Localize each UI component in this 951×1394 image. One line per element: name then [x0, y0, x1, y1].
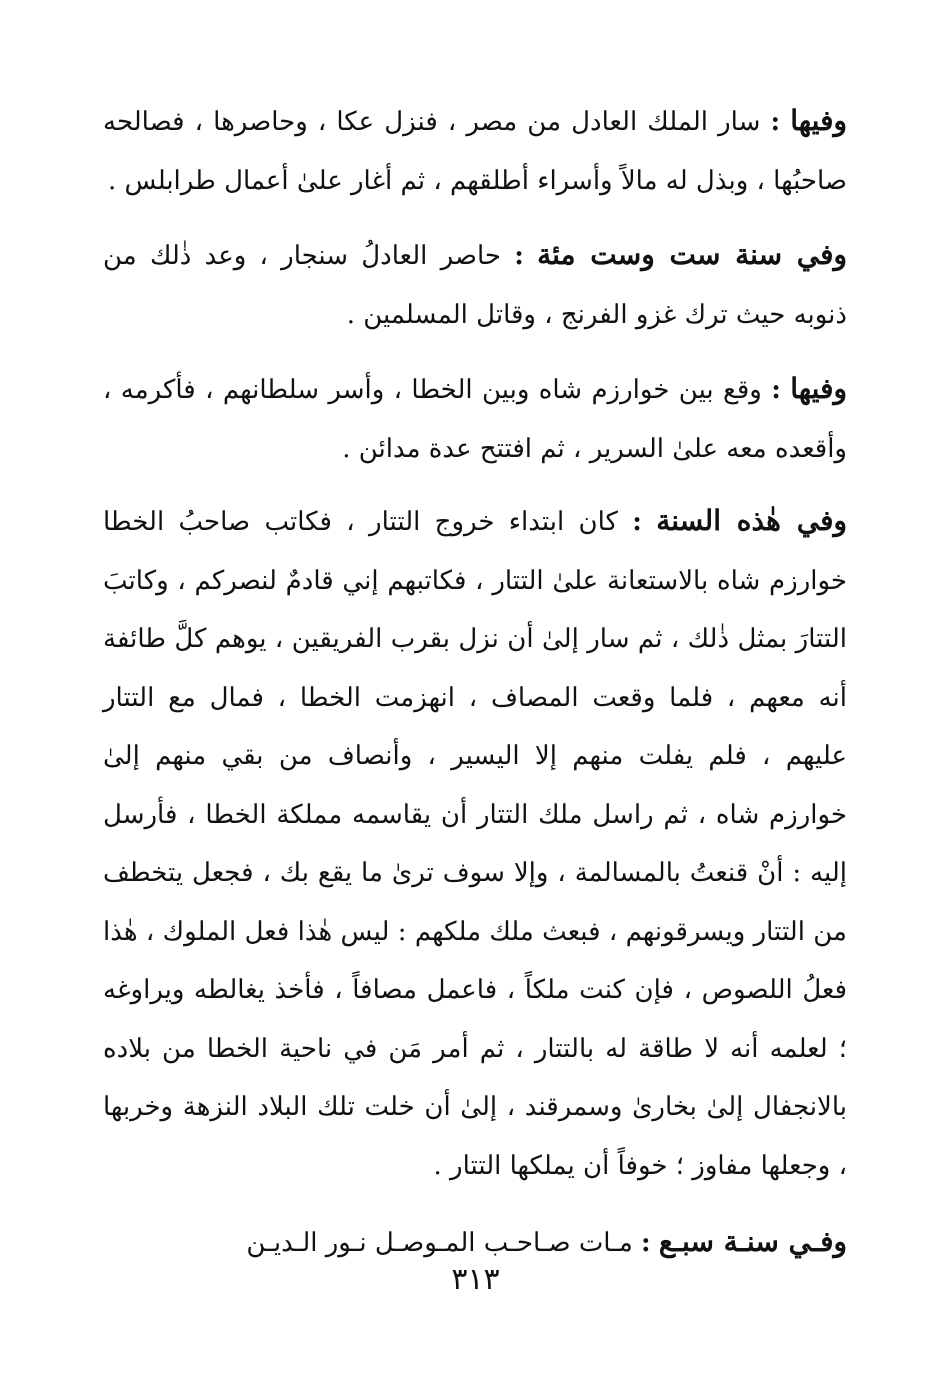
paragraph-heading: وفي هٰذه السنة — [656, 504, 847, 537]
heading-colon: : — [514, 241, 524, 271]
paragraph-2 — [103, 226, 847, 344]
paragraph-heading: وفيها — [790, 104, 847, 137]
paragraph-3 — [103, 360, 847, 478]
heading-colon: : — [641, 1228, 651, 1258]
paragraph-body: كان ابتداء خروج التتار ، فكاتب صاحبُ الخطا خوارزم شاه بالاستعانة علىٰ التتار ، فكاتبهم إني قادمٌ لنصركم ، وكاتبَ التتارَ بمثل ذٰلك ، ثم سار إلىٰ أن نزل بقرب الفريقين ، يوهم كلَّ طائفة أنه معهم ، فلما وقعت المصاف ، انهزمت الخطا ، فمال مع التتار عليهم ، فلم يفلت منهم إلا اليسير ، وأنصاف من بقي منهم إلىٰ خوارزم شاه ، ثم راسل ملك التتار أن يقاسمه مملكة الخطا ، فأرسل إليه : أنْ قنعتُ بالمسالمة ، وإلا سوف ترىٰ ما يقع بك ، فجعل يتخطف من التتار ويسرقونهم ، فبعث ملك ملكهم : ليس هٰذا فعل الملوك ، هٰذا فعلُ اللصوص ، فإن كنت ملكاً ، فاعمل مصافاً ، فأخذ يغالطه ويراوغه ؛ لعلمه أنه لا طاقة له بالتتار ، ثم أمر مَن في ناحية الخطا من بلاده بالانجفال إلىٰ بخارىٰ وسمرقند ، إلىٰ أن خلت تلك البلاد النزهة وخربها ، وجعلها مفاوز ؛ خوفاً أن يملكها التتار . — [103, 507, 847, 1181]
paragraph-heading: وفـي سنـة سبـع — [658, 1225, 847, 1258]
paragraph-body: وقع بين خوارزم شاه وبين الخطا ، وأسر سلطانهم ، فأكرمه ، وأقعده معه علىٰ السرير ، ثم افتتح عدة مدائن . — [103, 375, 847, 464]
paragraph-4 — [103, 492, 847, 1195]
book-page-text — [103, 92, 847, 1293]
paragraph-body: سار الملك العادل من مصر ، فنزل عكا ، وحاصرها ، فصالحه صاحبُها ، وبذل له مالاً وأسراء أطلقهم ، ثم أغار علىٰ أعمال طرابلس . — [103, 107, 847, 196]
paragraph-body: حاصر العادلُ سنجار ، وعد ذٰلك من ذنوبه حيث ترك غزو الفرنج ، وقاتل المسلمين . — [103, 241, 847, 330]
heading-colon: : — [632, 507, 642, 537]
paragraph-heading: وفي سنة ست وست مئة — [537, 238, 848, 271]
paragraph-1 — [103, 92, 847, 210]
heading-colon: : — [770, 107, 781, 137]
paragraph-body: مـات صـاحـب المـوصـل نـور الـديـن — [246, 1228, 633, 1258]
paragraph-heading: وفيها — [790, 372, 847, 405]
heading-colon: : — [771, 375, 781, 405]
page-number: ٣١٣ — [451, 1262, 500, 1297]
